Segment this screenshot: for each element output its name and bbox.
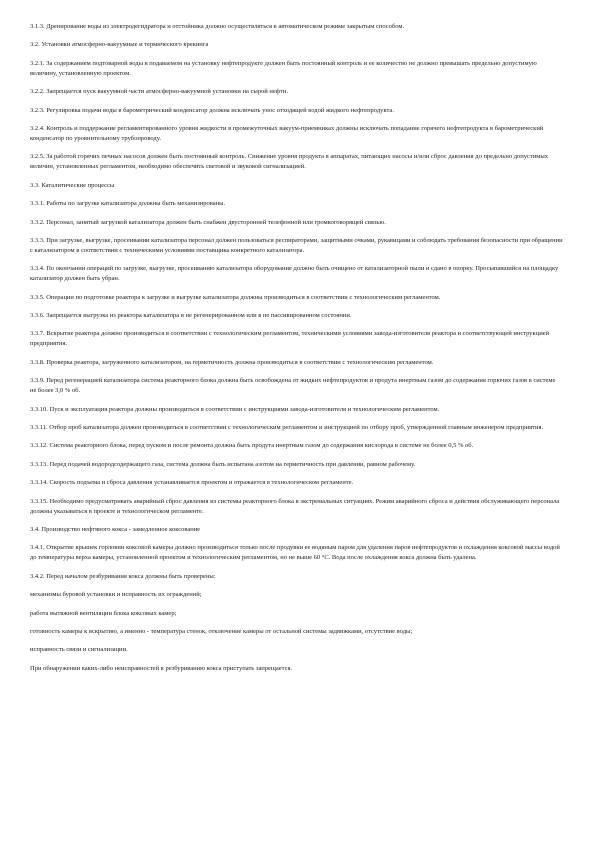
paragraph-3-2-1: 3.2.1. За содержанием подтоварной воды в подаваемом на установку нефтепродукте должен быть постоянный контроль и ее количество не должно превышать предельно допустимую величину, установленную проектом. bbox=[30, 59, 537, 77]
paragraph-3-3-8: 3.3.8. Проверка реактора, загруженного катализатором, на герметичность должна производиться в соответствии с технологическим регламентом. bbox=[30, 358, 434, 366]
section-heading-3-4: 3.4. Производство нефтяного кокса - замедленное коксование bbox=[30, 525, 201, 533]
paragraph-3-3-15: 3.3.15. Необходимо предусматривать аварийный сброс давления из системы реакторного блока в экстремальных ситуациях. Режим аварийного сброса и действия обслуживающего персонала должны указываться в проекте и технологическом регламенте. bbox=[30, 497, 560, 515]
paragraph-3-1-3: 3.1.3. Дренирование воды из электродегидратора и отстойника должно осуществляться в автоматическом режиме закрытым способом. bbox=[30, 23, 405, 30]
section-heading-3-2: 3.2. Установки атмосферно-вакуумные и термического крекинга bbox=[30, 41, 209, 49]
checklist-item-chamber-readiness: готовность камеры к вскрытию, а именно - температура стенок, отключение камеры от остальной системы задвижками, отсутствие воды; bbox=[30, 627, 413, 635]
checklist-item-drilling-rig: механизмы буровой установки и исправность их ограждений; bbox=[30, 591, 202, 599]
paragraph-3-4-1: 3.4.1. Открытие крышек горловин коксовой камеры должно производиться только после продувки ее водяным паром для удаления паров нефтепродуктов и охлаждения коксовой массы водой до температуры верха камеры, установленной проектом и технологическим регламентом, но не выше 60 °С. Вода после охлаждения кокса должна быть удалена. bbox=[30, 544, 560, 562]
paragraph-3-3-11: 3.3.11. Отбор проб катализатора должен производиться в соответствии с технологическим регламентом и инструкцией по отбору проб, утвержденной главным инженером предприятия. bbox=[30, 424, 544, 432]
paragraph-prohibition: При обнаружении каких-либо неисправностей к резбуриванию кокса приступать запрещается. bbox=[30, 664, 293, 672]
paragraph-3-3-5: 3.3.5. Операции по подготовке реактора к загрузке и выгрузке катализатора должны производиться в соответствии с технологическим регламентом. bbox=[30, 293, 441, 301]
paragraph-3-3-10: 3.3.10. Пуск и эксплуатация реактора должны производиться в соответствии с инструкциями завода-изготовителя и технологическим регламентом. bbox=[30, 405, 440, 413]
paragraph-3-3-14: 3.3.14. Скорость подъема и сброса давления устанавливается проектом и отражается в технологическом регламенте. bbox=[30, 479, 354, 487]
paragraph-3-4-2: 3.4.2. Перед началом резбуривания кокса должны быть проверены: bbox=[30, 572, 216, 580]
checklist-item-ventilation: работа вытяжной вентиляции блока коксовых камер; bbox=[30, 609, 177, 617]
paragraph-3-3-13: 3.3.13. Перед подачей водородсодержащего газа, система должна быть испытана азотом на герметичность при давлении, равном рабочему. bbox=[30, 460, 416, 468]
paragraph-3-2-3: 3.2.3. Регулировка подачи воды в барометрический конденсатор должна исключать унос отходящей водой жидкого нефтепродукта. bbox=[30, 106, 394, 114]
paragraph-3-3-3: 3.3.3. При загрузке, выгрузке, просеивании катализатора персонал должен пользоваться респираторами, защитными очками, рукавицами и соблюдать требования безопасности при обращении с катализатором в соответствии с техническими условиями поставщика конкретного катализатора. bbox=[30, 236, 563, 254]
paragraph-3-2-4: 3.2.4. Контроль и поддержание регламентированного уровня жидкости в промежуточных вакуум-приемниках должны исключать попадание горячего нефтепродукта в барометрический конденсатор по уровнительному трубопроводу. bbox=[30, 124, 544, 142]
paragraph-3-3-4: 3.3.4. По окончании операций по загрузке, выгрузке, просеиванию катализатора оборудование должно быть очищено от катализаторной пыли и сдано в опорку. Просыпавшийся на площадку катализатор должен быть убран. bbox=[30, 265, 559, 283]
paragraph-3-3-9: 3.3.9. Перед регенерацией катализатора система реакторного блока должна быть освобождена от жидких нефтепродуктов и продута инертным газом до содержания горючих газов в системе не более 3,0 % об. bbox=[30, 377, 556, 395]
paragraph-3-3-2: 3.3.2. Персонал, занятый загрузкой катализатора должен быть снабжен двусторонней телефонной или громкоговорящей связью. bbox=[30, 218, 386, 226]
paragraph-3-3-1: 3.3.1. Работы по загрузке катализатора должны быть механизированы. bbox=[30, 200, 226, 208]
checklist-item-communications: исправность связи и сигнализации. bbox=[30, 646, 128, 654]
paragraph-3-2-2: 3.2.2. Запрещается пуск вакуумной части атмосферно-вакуумной установки на сырой нефти. bbox=[30, 88, 288, 96]
paragraph-3-3-6: 3.3.6. Запрещается выгрузка из реактора катализатора в не регенерированном или в не пассивированном состоянии. bbox=[30, 312, 352, 320]
paragraph-3-2-5: 3.2.5. За работой горячих печных насосов должен быть постоянный контроль. Снижение уровня продукта в аппаратах, питающих насосы и/или сброс давления до предельно допустимых величин, установленных регламентом, необходимо обеспечить световой и звуковой сигнализацией. bbox=[30, 153, 549, 171]
paragraph-3-3-12: 3.3.12. Система реакторного блока, перед пуском и после ремонта должна быть продута инертным газом до содержания кислорода в системе не более 0,5 % об. bbox=[30, 442, 474, 450]
paragraph-3-3-7: 3.3.7. Вскрытие реактора должно производиться в соответствии с технологическим регламентом, техническими условиями завода-изготовителя реактора и соответствующей инструкцией предприятия. bbox=[30, 330, 550, 348]
section-heading-3-3: 3.3. Каталитические процессы bbox=[30, 181, 115, 189]
